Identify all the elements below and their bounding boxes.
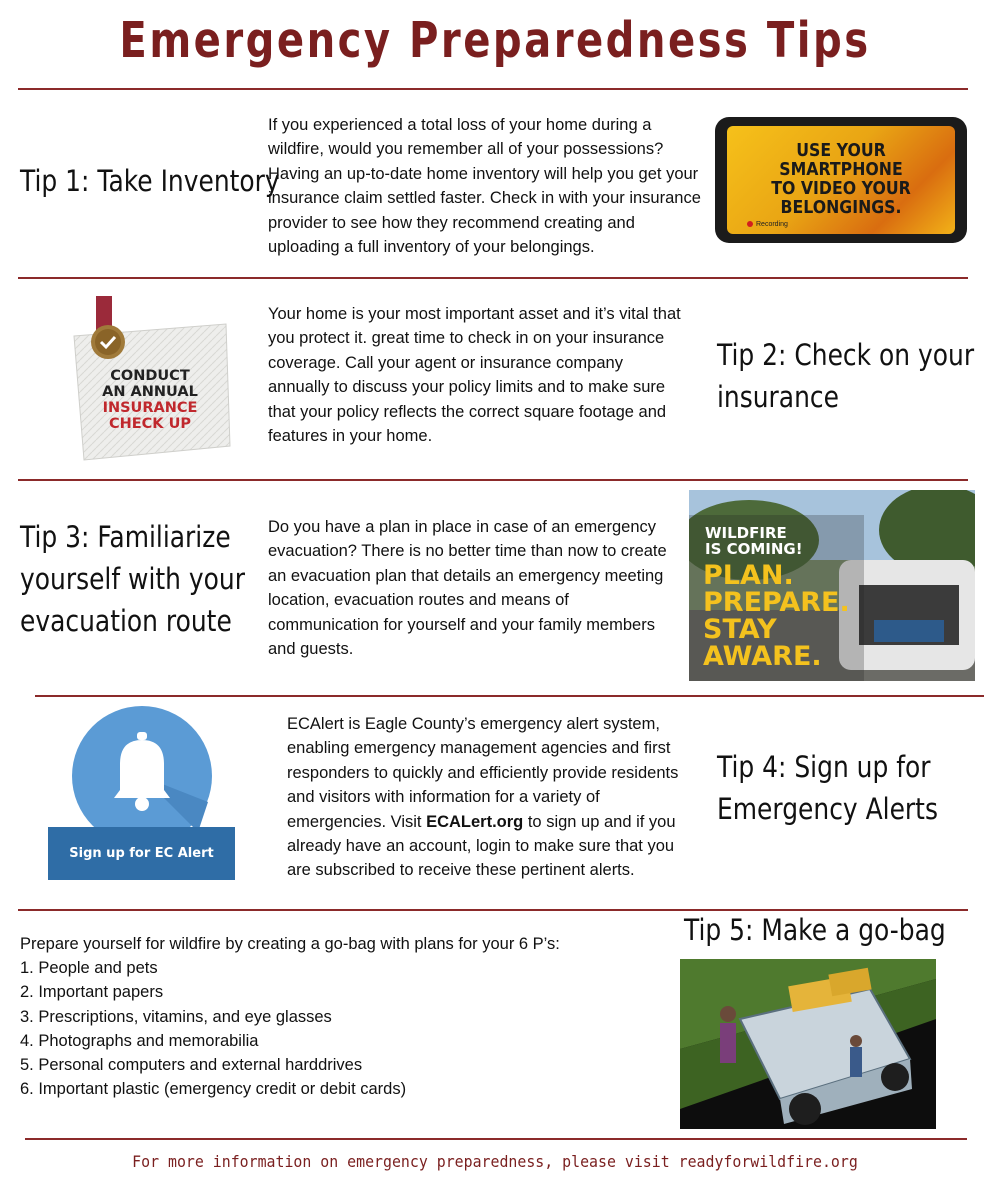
tip-4-body-text: to sign up and if you already have an account, login to make sure that you are subscribed to receive these pertinent alerts. [287,812,676,880]
go-bag-car-image [680,959,936,1129]
image-text-line: WILDFIRE [705,524,787,542]
tip-4-heading [717,746,938,830]
image-text-line: CONDUCT [110,368,190,384]
list-item: 1. People and pets [20,959,158,978]
tip-3-heading-line: yourself with your [20,562,245,596]
image-text-line: TO VIDEO YOUR [771,179,911,199]
tip-1-heading: Tip 1: Take Inventory [20,164,280,198]
wildfire-plan-image [689,490,975,681]
tip-2-heading-line: Tip 2: Check on your [717,338,975,372]
image-text-line: AWARE. [703,641,822,672]
recording-label: Recording [756,221,788,228]
divider [18,479,968,481]
ecalert-link[interactable]: ECALert.org [426,812,524,831]
tip-2-heading-line: insurance [717,380,839,414]
tip-2-body: Your home is your most important asset and it’s vital that you protect it. great time to check in on your insurance coverage. Call your agent or insurance company annually to discuss your policy limits and to make sure that your policy reflects the correct square footage and features in your home. [268,305,681,446]
tip-1-body: If you experienced a total loss of your home during a wildfire, would you remember all of your possessions? Having an up-to-date home inventory will help you get your insurance claim settled faster. Check in with your insurance provider to see how they recommend creating and uploading a full inventory of your belongings. [268,116,701,257]
list-item: 2. Important papers [20,983,164,1002]
image-text-line: BELONGINGS. [780,198,902,218]
image-text-line: CHECK UP [108,416,192,432]
tip-4-heading-line: Tip 4: Sign up for [717,750,931,784]
tip-3-heading-line: Tip 3: Familiarize [20,520,231,554]
footer-text: For more information on emergency preparedness, please visit readyforwildfire.org [132,1152,858,1171]
tip-4-body [287,712,699,883]
tip-2-heading [717,334,974,418]
divider [18,88,968,90]
image-text-line: PLAN. [703,560,794,591]
image-text-line: IS COMING! [705,540,803,558]
list-item: 5. Personal computers and external harddrives [20,1056,363,1075]
tip-4-body-text: ECAlert is Eagle County’s emergency alert system, enabling emergency management agencies and first responders to quickly and efficiently provide residents and visitors with information for a variety of emergencies. Visit [287,715,679,831]
tip-3-heading [20,516,245,642]
insurance-checkup-image [68,296,233,461]
recording-dot-icon [747,221,753,227]
list-item: 6. Important plastic (emergency credit or debit cards) [20,1080,407,1099]
tip-4-heading-line: Emergency Alerts [717,792,938,826]
image-text-line: PREPARE. [703,587,850,618]
tip-5-heading: Tip 5: Make a go-bag [684,913,946,947]
page-title: Emergency Preparedness Tips [119,12,871,69]
divider [18,277,968,279]
sign-up-ec-alert-button[interactable]: Sign up for EC Alert [48,827,235,880]
smartphone-video-image [715,117,967,243]
list-item: 3. Prescriptions, vitamins, and eye glasses [20,1007,332,1026]
image-text-line: AN ANNUAL [102,384,198,400]
image-text-line: INSURANCE [102,400,198,416]
go-bag-intro: Prepare yourself for wildfire by creating a go-bag with plans for your 6 P’s: [20,935,560,953]
divider [35,695,984,697]
image-text-line: STAY [703,614,777,645]
image-text-line: USE YOUR [796,141,886,161]
image-text-line: SMARTPHONE [779,160,903,180]
go-bag-list [20,932,660,1101]
tip-3-body: Do you have a plan in place in case of an emergency evacuation? There is no better time than now to create an evacuation plan that details an emergency meeting location, evacuation routes and means of communication for yourself and your family members and guests. [268,518,667,659]
divider [25,1138,967,1140]
tip-3-heading-line: evacuation route [20,604,232,638]
list-item: 4. Photographs and memorabilia [20,1031,259,1050]
